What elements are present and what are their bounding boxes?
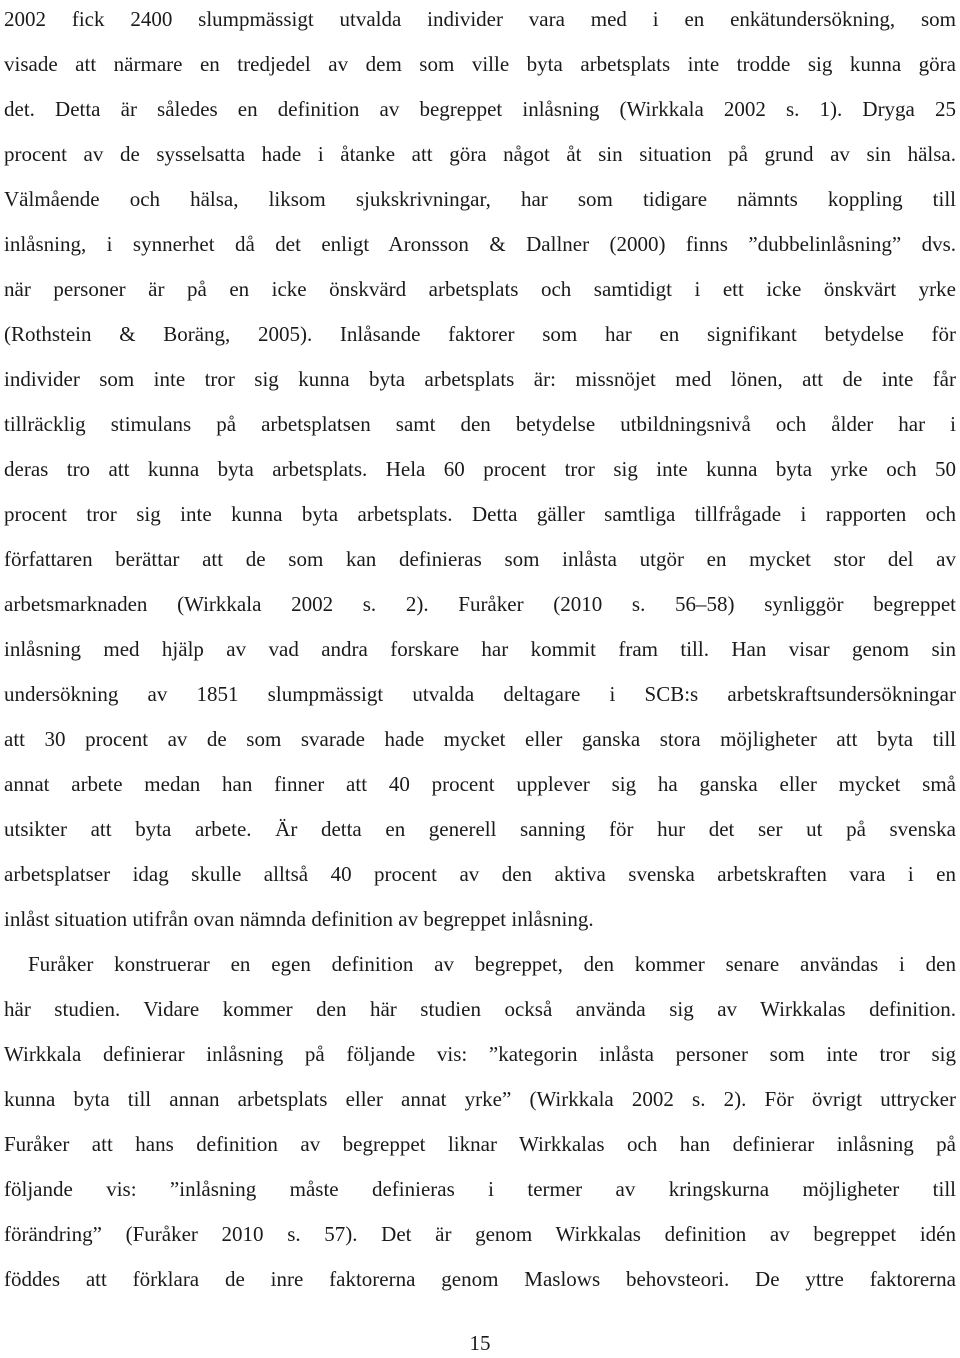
text-line: tillräcklig stimulans på arbetsplatsen samt den betydelse utbildningsnivå och ålder har i	[4, 412, 956, 436]
text-line: det. Detta är således en definition av begreppet inlåsning (Wirkkala 2002 s. 1). Dryga 25	[4, 97, 956, 121]
text-line: att 30 procent av de som svarade hade mycket eller ganska stora möjligheter att byta till	[4, 727, 956, 751]
text-line: (Rothstein & Boräng, 2005). Inlåsande faktorer som har en signifikant betydelse för	[4, 322, 956, 346]
text-line: inlåst situation utifrån ovan nämnda definition av begreppet inlåsning.	[4, 907, 594, 931]
text-line: författaren berättar att de som kan definieras som inlåsta utgör en mycket stor del av	[4, 547, 956, 571]
text-line: procent av de sysselsatta hade i åtanke att göra något åt sin situation på grund av sin hälsa.	[4, 142, 956, 166]
text-line: föddes att förklara de inre faktorerna genom Maslows behovsteori. De yttre faktorerna	[4, 1267, 956, 1291]
text-line: procent tror sig inte kunna byta arbetsplats. Detta gäller samtliga tillfrågade i rapporten och	[4, 502, 956, 526]
text-line: kunna byta till annan arbetsplats eller annat yrke” (Wirkkala 2002 s. 2). För övrigt uttrycker	[4, 1087, 956, 1111]
text-line: följande vis: ”inlåsning måste definieras i termer av kringskurna möjligheter till	[4, 1177, 956, 1201]
text-line: när personer är på en icke önskvärd arbetsplats och samtidigt i ett icke önskvärt yrke	[4, 277, 956, 301]
text-line: Furåker konstruerar en egen definition av begreppet, den kommer senare användas i den	[28, 952, 956, 976]
text-line: förändring” (Furåker 2010 s. 57). Det är genom Wirkkalas definition av begreppet idén	[4, 1222, 956, 1246]
text-line: Välmående och hälsa, liksom sjukskrivningar, har som tidigare nämnts koppling till	[4, 187, 956, 211]
text-line: Wirkkala definierar inlåsning på följande vis: ”kategorin inlåsta personer som inte tror sig	[4, 1042, 956, 1066]
text-line: Furåker att hans definition av begreppet liknar Wirkkalas och han definierar inlåsning på	[4, 1132, 956, 1156]
text-line: visade att närmare en tredjedel av dem som ville byta arbetsplats inte trodde sig kunna göra	[4, 52, 956, 76]
page-number: 15	[469, 1331, 491, 1355]
text-line: individer som inte tror sig kunna byta arbetsplats är: missnöjet med lönen, att de inte får	[4, 367, 956, 391]
text-line: deras tro att kunna byta arbetsplats. Hela 60 procent tror sig inte kunna byta yrke och 50	[4, 457, 956, 481]
text-line: arbetsmarknaden (Wirkkala 2002 s. 2). Furåker (2010 s. 56–58) synliggör begreppet	[4, 592, 956, 616]
text-line: utsikter att byta arbete. Är detta en generell sanning för hur det ser ut på svenska	[4, 817, 956, 841]
text-line: inlåsning med hjälp av vad andra forskare har kommit fram till. Han visar genom sin	[4, 637, 956, 661]
text-line: undersökning av 1851 slumpmässigt utvalda deltagare i SCB:s arbetskraftsundersökningar	[4, 682, 956, 706]
text-line: arbetsplatser idag skulle alltså 40 procent av den aktiva svenska arbetskraften vara i en	[4, 862, 956, 886]
text-line: 2002 fick 2400 slumpmässigt utvalda individer vara med i en enkätundersökning, som	[4, 7, 956, 31]
text-line: inlåsning, i synnerhet då det enligt Aronsson & Dallner (2000) finns ”dubbelinlåsning” dvs.	[4, 232, 956, 256]
text-line: här studien. Vidare kommer den här studien också använda sig av Wirkkalas definition.	[4, 997, 956, 1021]
text-line: annat arbete medan han finner att 40 procent upplever sig ha ganska eller mycket små	[4, 772, 956, 796]
